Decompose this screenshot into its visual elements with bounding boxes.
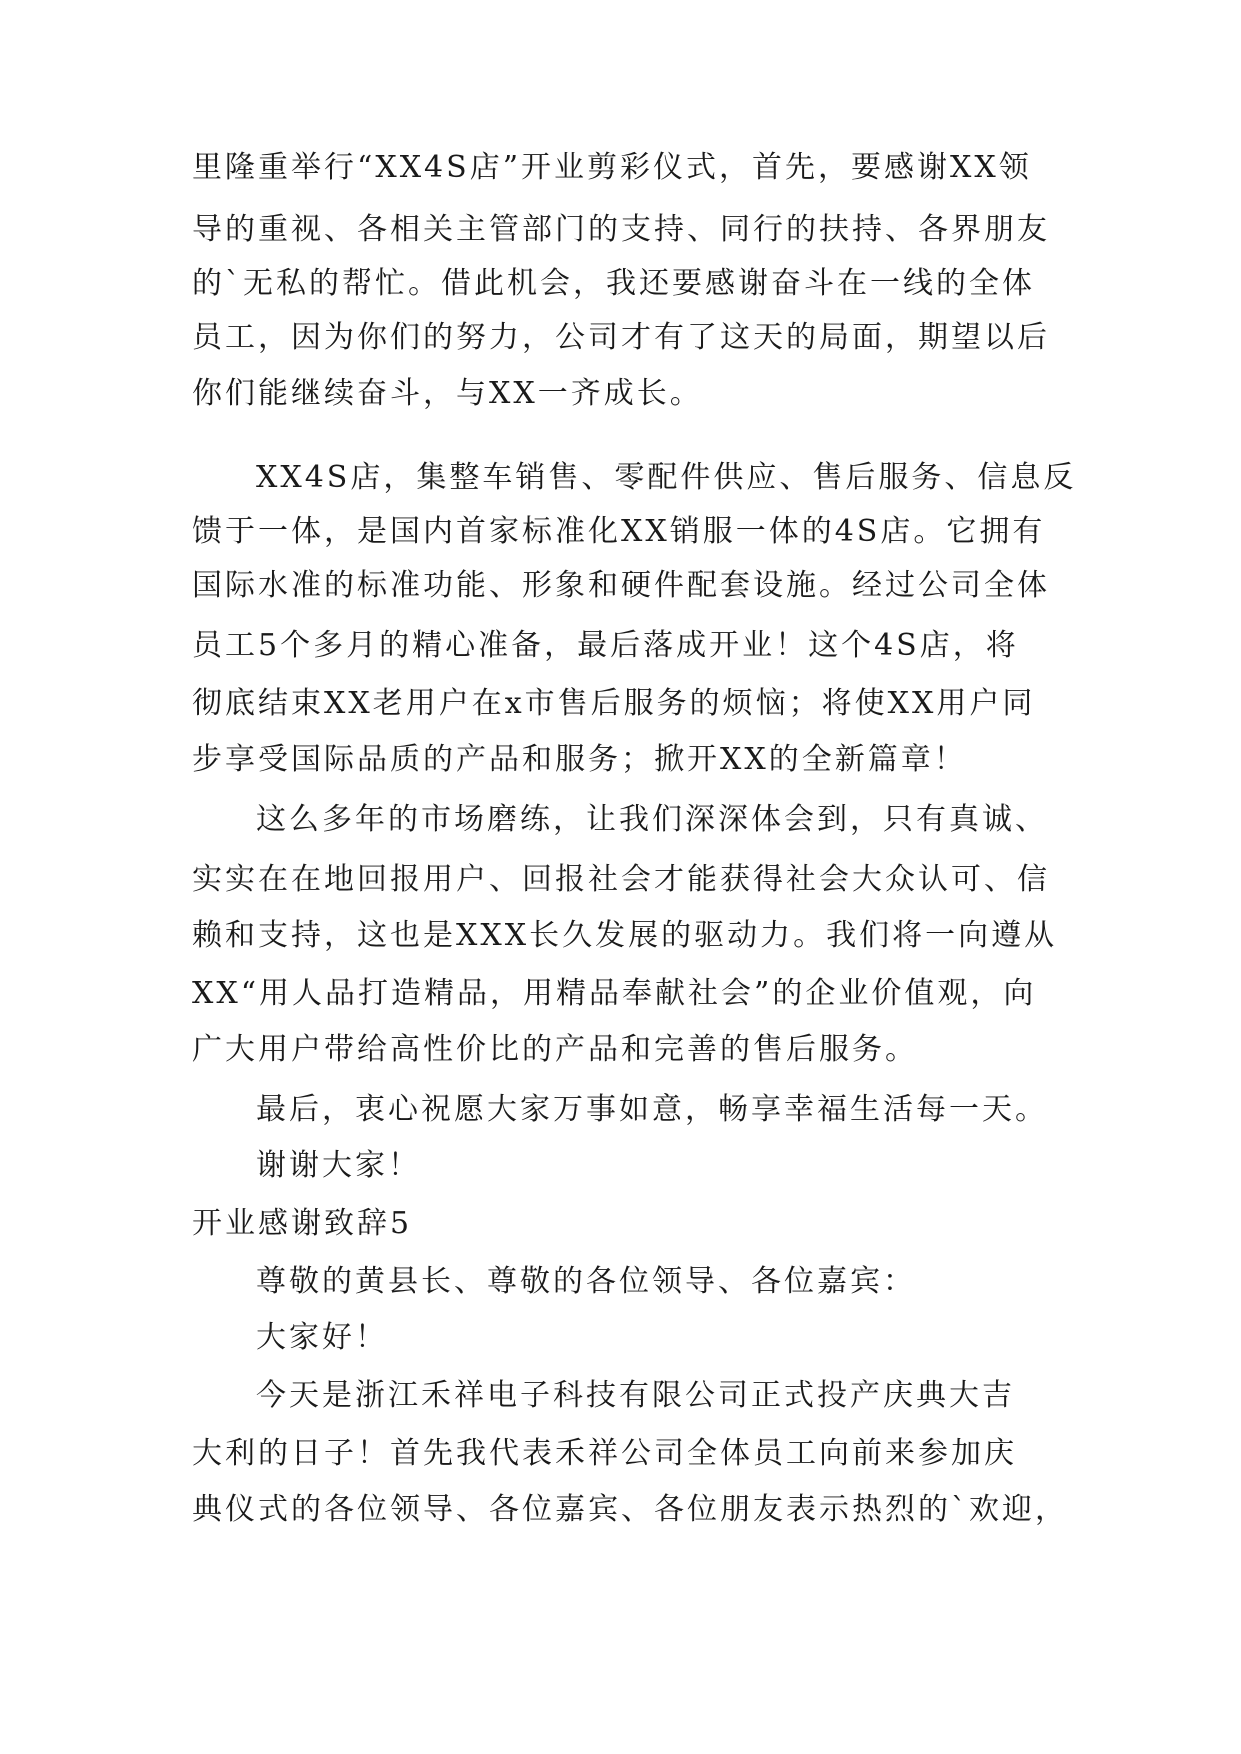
paragraph-first-line: 谢谢大家！ [256,1148,421,1183]
paragraph-first-line: 这么多年的市场磨练，让我们深深体会到，只有真诚、 [256,802,1048,837]
paragraph-first-line: XX4S店，集整车销售、零配件供应、售后服务、信息反 [256,460,1077,495]
body-text-line: 典仪式的各位领导、各位嘉宾、各位朋友表示热烈的`欢迎， [192,1492,1068,1527]
body-text-line: 导的重视、各相关主管部门的支持、同行的扶持、各界朋友 [192,212,1050,247]
body-text-line: 实实在在地回报用户、回报社会才能获得社会大众认可、信 [192,862,1050,897]
body-text-line: 大利的日子！首先我代表禾祥公司全体员工向前来参加庆 [192,1436,1017,1471]
body-text-line: 彻底结束XX老用户在x市售后服务的烦恼；将使XX用户同 [192,686,1036,721]
body-text-line: XX“用人品打造精品，用精品奉献社会”的企业价值观，向 [192,976,1037,1011]
section-heading: 开业感谢致辞5 [192,1206,413,1241]
salutation: 尊敬的黄县长、尊敬的各位领导、各位嘉宾： [256,1264,916,1299]
greeting: 大家好！ [256,1320,388,1355]
body-text-line: 的`无私的帮忙。借此机会，我还要感谢奋斗在一线的全体 [192,266,1035,301]
body-text-line: 广大用户带给高性价比的产品和完善的售后服务。 [192,1032,918,1067]
body-text-line: 员工，因为你们的努力，公司才有了这天的局面，期望以后 [192,320,1050,355]
body-text-line: 馈于一体，是国内首家标准化XX销服一体的4S店。它拥有 [192,514,1046,549]
paragraph-first-line: 今天是浙江禾祥电子科技有限公司正式投产庆典大吉 [256,1378,1015,1413]
body-text-line: 步享受国际品质的产品和服务；掀开XX的全新篇章！ [192,742,967,777]
body-text-line: 里隆重举行“XX4S店”开业剪彩仪式，首先，要感谢XX领 [192,150,1032,185]
body-text-line: 员工5个多月的精心准备，最后落成开业！这个4S店，将 [192,628,1019,663]
body-text-line: 赖和支持，这也是XXX长久发展的驱动力。我们将一向遵从 [192,918,1058,953]
paragraph-first-line: 最后，衷心祝愿大家万事如意，畅享幸福生活每一天。 [256,1092,1048,1127]
body-text-line: 国际水准的标准功能、形象和硬件配套设施。经过公司全体 [192,568,1050,603]
body-text-line: 你们能继续奋斗，与XX一齐成长。 [192,376,703,411]
